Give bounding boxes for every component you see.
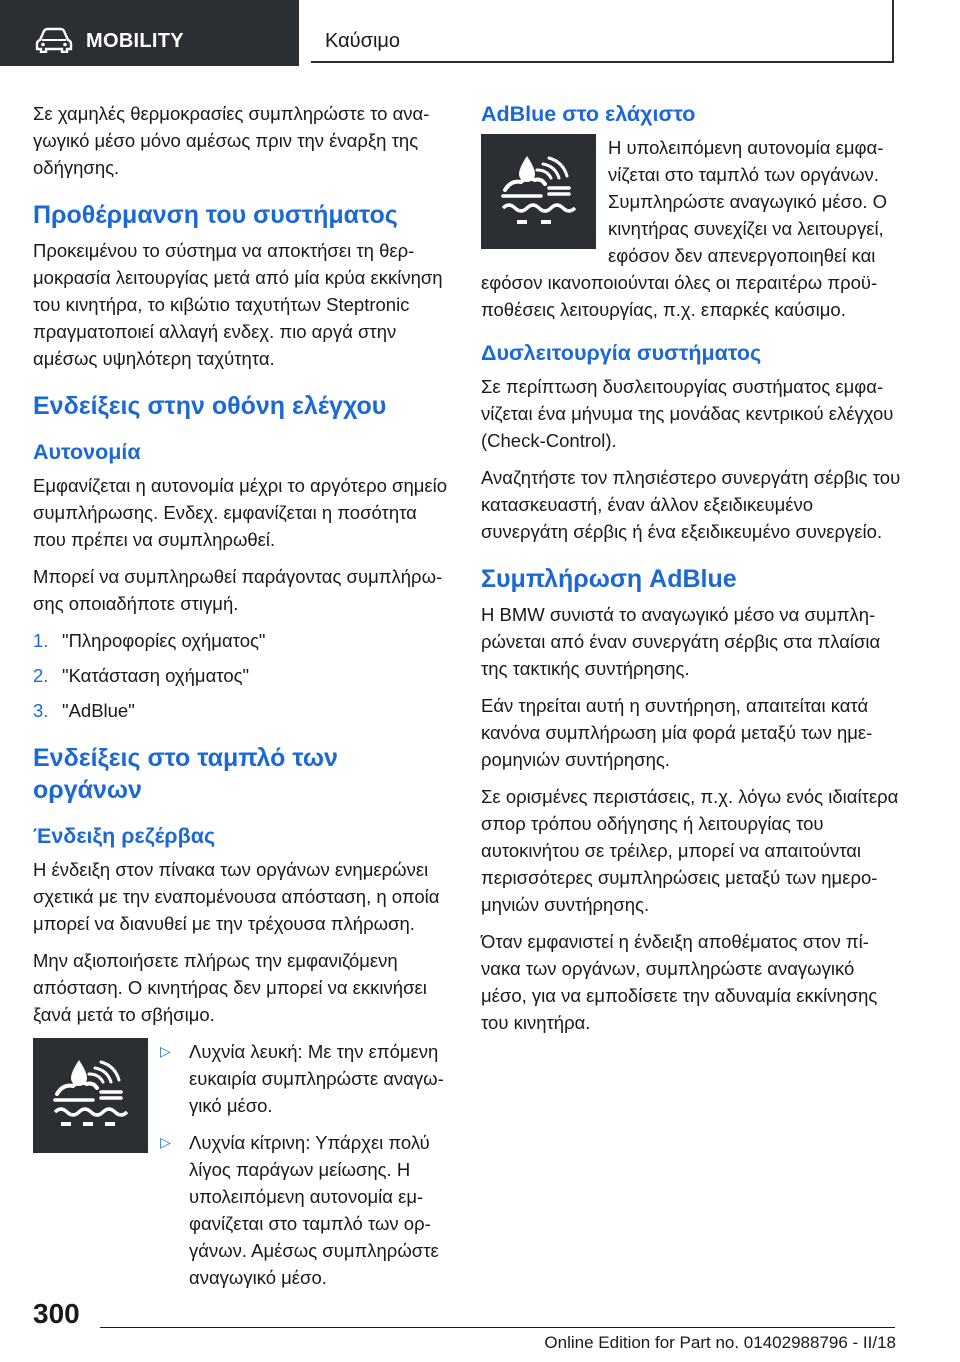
step-text: "Κατάσταση οχήματος" [62, 665, 250, 686]
heading-preheat: Προθέρμανση του συστήματος [33, 201, 398, 229]
adblue-warning-icon [481, 134, 596, 249]
bullet-text: Λυχνία κίτρινη: Υπάρχει πολύ λίγος παράγων μείωσης. Η υπολειπόμενη αυτονομία εμφανίζεται στο ταμπλό των οργάνων. Αμέσως συμπληρώστε αναγωγικό μέσο. [189, 1132, 439, 1288]
malfunction-paragraph-2: Αναζητήστε τον πλησιέστερο συνεργάτη σέρβις του κατασκευαστή, έναν άλλον εξειδικευμένο συνεργάτη σέρβις ή ένα εξειδικευμένο συνεργείο. [481, 467, 901, 542]
heading-refill: Συμπλήρωση AdBlue [481, 565, 737, 593]
triangle-bullet-icon: ▷ [160, 1134, 171, 1150]
header-section-tab [0, 0, 299, 66]
indicator-block [33, 1038, 453, 1301]
preheat-paragraph: Προκειμένου το σύστημα να αποκτήσει τη θερμοκρασία λειτουργίας μετά από μία κρύα εκκίνηση του κινητήρα, το κιβώτιο ταχυτήτων Steptronic πραγματοποιεί αλλαγή ενδεχ. πιο αργά στην αμέσως υψηλότερη ταχύτητα. [33, 240, 443, 369]
heading-reserve: Ένδειξη ρεζέρβας [33, 824, 216, 848]
triangle-bullet-icon: ▷ [160, 1043, 171, 1059]
intro-paragraph: Σε χαμηλές θερμοκρασίες συμπληρώστε το αναγωγικό μέσο μόνο αμέσως πριν την έναρξη της οδήγησης. [33, 103, 430, 178]
refill-paragraph-4: Όταν εμφανιστεί η ένδειξη αποθέματος στον πίνακα των οργάνων, συμπληρώστε αναγωγικό μέσο, για να εμποδίσετε την αδυναμία εκκίνησης του κινητήρα. [481, 931, 878, 1033]
section-label: MOBILITY [86, 30, 184, 52]
car-icon [34, 27, 74, 53]
step-number: 2. [33, 665, 49, 686]
adblue-warning-icon [33, 1038, 148, 1153]
reserve-paragraph-2: Μην αξιοποιήσετε πλήρως την εμφανιζόμενη απόσταση. Ο κινητήρας δεν μπορεί να εκκινήσει ξανά μετά το σβήσιμο. [33, 950, 427, 1025]
heading-adblue-min: AdBlue στο ελάχιστο [481, 102, 696, 126]
page-number: 300 [33, 1298, 80, 1329]
heading-malfunction: Δυσλειτουργία συστήματος [481, 341, 762, 365]
list-item [33, 627, 453, 654]
header-title-box [311, 0, 894, 63]
footer-edition: Online Edition for Part no. 01402988796 - II/18 [544, 1333, 896, 1352]
malfunction-paragraph-1: Σε περίπτωση δυσλειτουργίας συστήματος εμφανίζεται ένα μήνυμα της μονάδας κεντρικού ελέγχου (Check-Control). [481, 376, 894, 451]
adblue-min-text-b: εφόσον ικανοποιούνται όλες οι περαιτέρω προϋποθέσεις λειτουργίας, π.χ. επαρκές καύσιμο. [481, 272, 878, 320]
right-column [481, 100, 901, 1046]
chapter-title: Καύσιμο [325, 30, 401, 52]
step-text: "Πληροφορίες οχήματος" [62, 630, 266, 651]
step-number: 3. [33, 700, 49, 721]
list-item [33, 697, 453, 724]
heading-control-display: Ενδείξεις στην οθόνη ελέγχου [33, 392, 387, 420]
left-column [33, 100, 453, 1301]
heading-instrument-cluster: Ενδείξεις στο ταμπλό των οργάνων [33, 744, 338, 804]
refill-paragraph-2: Εάν τηρείται αυτή η συντήρηση, απαιτείται κατά κανόνα συμπλήρωση μία φορά μεταξύ των ημερομηνιών συντήρησης. [481, 695, 873, 770]
indicator-bullets [160, 1038, 453, 1301]
range-paragraph-2: Μπορεί να συμπληρωθεί παράγοντας συμπλήρωσης οποιαδήποτε στιγμή. [33, 566, 443, 614]
menu-steps [33, 627, 453, 724]
list-item [33, 662, 453, 689]
heading-range: Αυτονομία [33, 440, 141, 464]
refill-paragraph-1: Η BMW συνιστά το αναγωγικό μέσο να συμπληρώνεται από έναν συνεργάτη σέρβις στα πλαίσια της τακτικής συντήρησης. [481, 604, 881, 679]
footer-divider [100, 1327, 895, 1328]
step-text: "AdBlue" [62, 700, 135, 721]
list-item [160, 1038, 453, 1119]
refill-paragraph-3: Σε ορισμένες περιστάσεις, π.χ. λόγω ενός ιδιαίτερα σπορ τρόπου οδήγησης ή λειτουργίας του αυτοκινήτου σε τρέιλερ, μπορεί να απαιτούνται περισσότερες συμπληρώσεις μεταξύ των ημερομηνιών συντήρησης. [481, 786, 899, 915]
range-paragraph-1: Εμφανίζεται η αυτονομία μέχρι το αργότερο σημείο συμπλήρωσης. Ενδεχ. εμφανίζεται η ποσότητα που πρέπει να συμπληρωθεί. [33, 475, 448, 550]
step-number: 1. [33, 630, 49, 651]
reserve-paragraph-1: Η ένδειξη στον πίνακα των οργάνων ενημερώνει σχετικά με την εναπομένουσα απόσταση, η οποία μπορεί να διανυθεί με την τρέχουσα πλήρωση. [33, 859, 440, 934]
adblue-min-block [481, 134, 901, 269]
adblue-min-text-a: Η υπολειπόμενη αυτονομία εμφανίζεται στο ταμπλό των οργάνων. Συμπληρώστε αναγωγικό μέσο. Ο κινητήρας συνεχίζει να λειτουργεί, εφόσον δεν απενεργοποιηθεί και [608, 137, 888, 266]
bullet-text: Λυχνία λευκή: Με την επόμενη ευκαιρία συμπληρώστε αναγωγικό μέσο. [189, 1041, 444, 1116]
list-item [160, 1129, 453, 1291]
